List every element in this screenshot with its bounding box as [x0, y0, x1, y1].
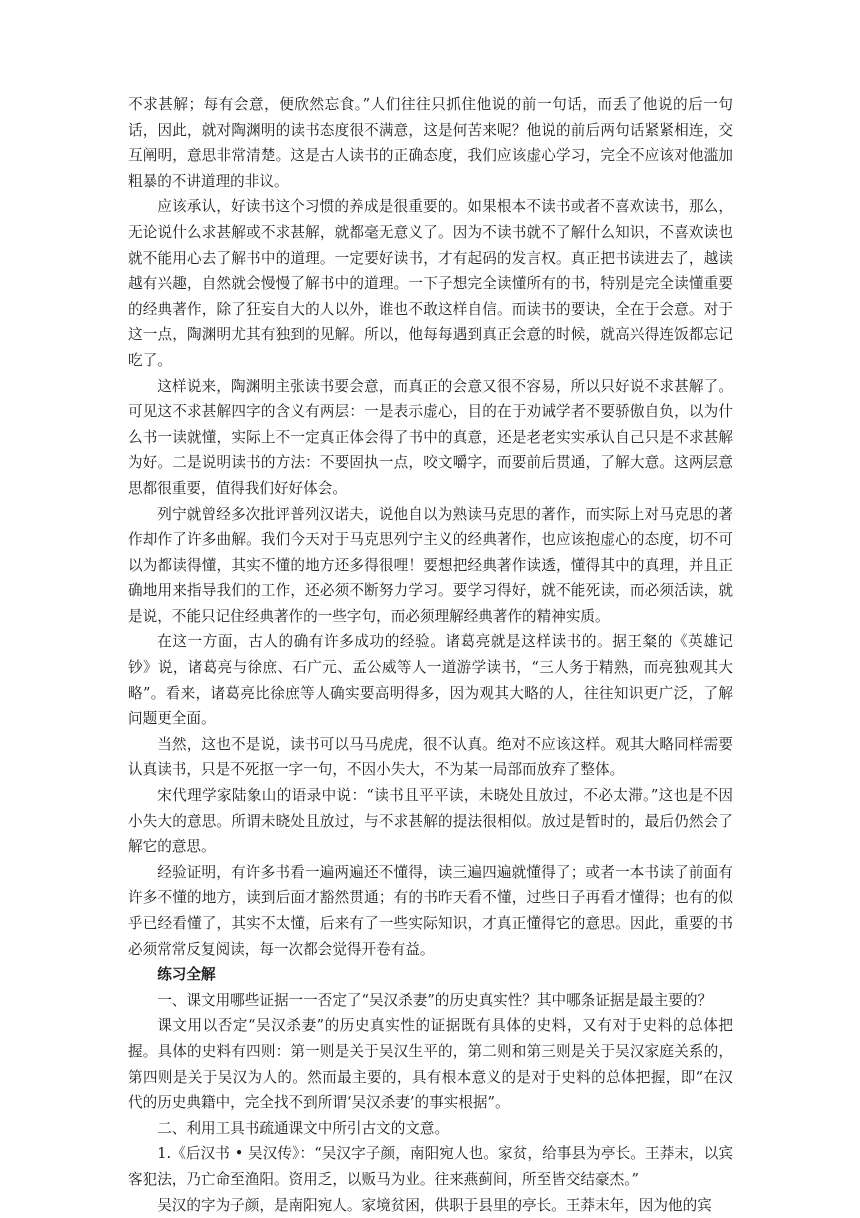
- paragraph: 应该承认，好读书这个习惯的养成是很重要的。如果根本不读书或者不喜欢读书，那么，无论说什么求甚解或不求甚解，就都毫无意义了。因为不读书就不了解什么知识，不喜欢读也就不能用心去了解书中的道理。一定要好读书，才有起码的发言权。真正把书读进去了，越读越有兴趣，自然就会慢慢了解书中的道理。一下子想完全读懂所有的书，特别是完全读懂重要的经典著作，除了狂妄自大的人以外，谁也不敢这样自信。而读书的要诀，全在于会意。对于这一点，陶渊明尤其有独到的见解。所以，他每每遇到真正会意的时候，就高兴得连饭都忘记吃了。: [128, 198, 733, 369]
- exercise-question: 二、利用工具书疏通课文中所引古文的文意。: [157, 1119, 450, 1137]
- quoted-passage: 1.《后汉书 • 吴汉传》：“吴汉字子颜，南阳宛人也。家贫，给事县为亭长。王莽末，以宾客犯法，乃亡命至渔阳。资用乏，以贩马为业。往来燕蓟间，所至皆交结豪杰。”: [128, 1145, 733, 1188]
- paragraph: 这样说来，陶渊明主张读书要会意，而真正的会意又很不容易，所以只好说不求甚解了。可见这不求甚解四字的含义有两层：一是表示虚心，目的在于劝诫学者不要骄傲自负，以为什么书一读就懂，实际上不一定真正体会得了书中的真意，还是老老实实承认自己只是不求甚解为好。二是说明读书的方法：不要固执一点，咬文嚼字，而要前后贯通，了解大意。这两层意思都很重要，值得我们好好体会。: [128, 377, 733, 497]
- paragraph: 列宁就曾经多次批评普列汉诺夫，说他自以为熟读马克思的著作，而实际上对马克思的著作却作了许多曲解。我们今天对于马克思列宁主义的经典著作，也应该抱虚心的态度，切不可以为都读得懂，其实不懂的地方还多得很哩！要想把经典著作读透，懂得其中的真理，并且正确地用来指导我们的工作，还必须不断努力学习。要学习得好，就不能死读，而必须活读，就是说，不能只记住经典著作的一些字句，而必须理解经典著作的精神实质。: [128, 505, 733, 625]
- exercise-question: 一、课文用哪些证据一一否定了“吴汉杀妻”的历史真实性？其中哪条证据是最主要的？: [157, 991, 713, 1009]
- paragraph-continuation: 不求甚解；每有会意，便欣然忘食。”人们往往只抓住他说的前一句话，而丢了他说的后一句话，因此，就对陶渊明的读书态度很不满意，这是何苦来呢？他说的前后两句话紧紧相连，交互阐明，意思非常清楚。这是古人读书的正确态度，我们应该虚心学习，完全不应该对他滥加粗暴的不讲道理的非议。: [128, 96, 733, 190]
- paragraph: 当然，这也不是说，读书可以马马虎虎，很不认真。绝对不应该这样。观其大略同样需要认真读书，只是不死抠一字一句，不因小失大，不为某一局部而放弃了整体。: [128, 735, 733, 779]
- section-heading: 练习全解: [157, 966, 216, 984]
- paragraph: 经验证明，有许多书看一遍两遍还不懂得，读三遍四遍就懂得了；或者一本书读了前面有许多不懂的地方，读到后面才豁然贯通；有的书昨天看不懂，过些日子再看才懂得；也有的似乎已经看懂了，其实不太懂，后来有了一些实际知识，才真正懂得它的意思。因此，重要的书必须常常反复阅读，每一次都会觉得开卷有益。: [128, 863, 733, 958]
- paragraph: 宋代理学家陆象山的语录中说：“读书且平平读，未晓处且放过，不必太滞。”这也是不因小失大的意思。所谓未晓处且放过，与不求甚解的提法很相似。放过是暂时的，最后仍然会了解它的意思。: [128, 787, 733, 856]
- exercise-answer: 课文用以否定“吴汉杀妻”的历史真实性的证据既有具体的史料，又有对于史料的总体把握。具体的史料有四则：第一则是关于吴汉生平的，第二则和第三则是关于吴汉家庭关系的，第四则是关于吴汉为人的。然而最主要的，具有根本意义的是对于史料的总体把握，即“在汉代的历史典籍中，完全找不到所谓‘吴汉杀妻’的事实根据”。: [128, 1017, 733, 1112]
- paragraph-cut-off: 吴汉的字为子颜，是南阳宛人。家境贫困，供职于县里的亭长。王莽末年，因为他的宾: [157, 1196, 712, 1214]
- document-page: [128, 92, 733, 1218]
- paragraph: 在这一方面，古人的确有许多成功的经验。诸葛亮就是这样读书的。据王粲的《英雄记钞》说，诸葛亮与徐庶、石广元、孟公威等人一道游学读书，“三人务于精熟，而亮独观其大略”。看来，诸葛亮比徐庶等人确实要高明得多，因为观其大略的人，往往知识更广泛，了解问题更全面。: [128, 633, 733, 728]
